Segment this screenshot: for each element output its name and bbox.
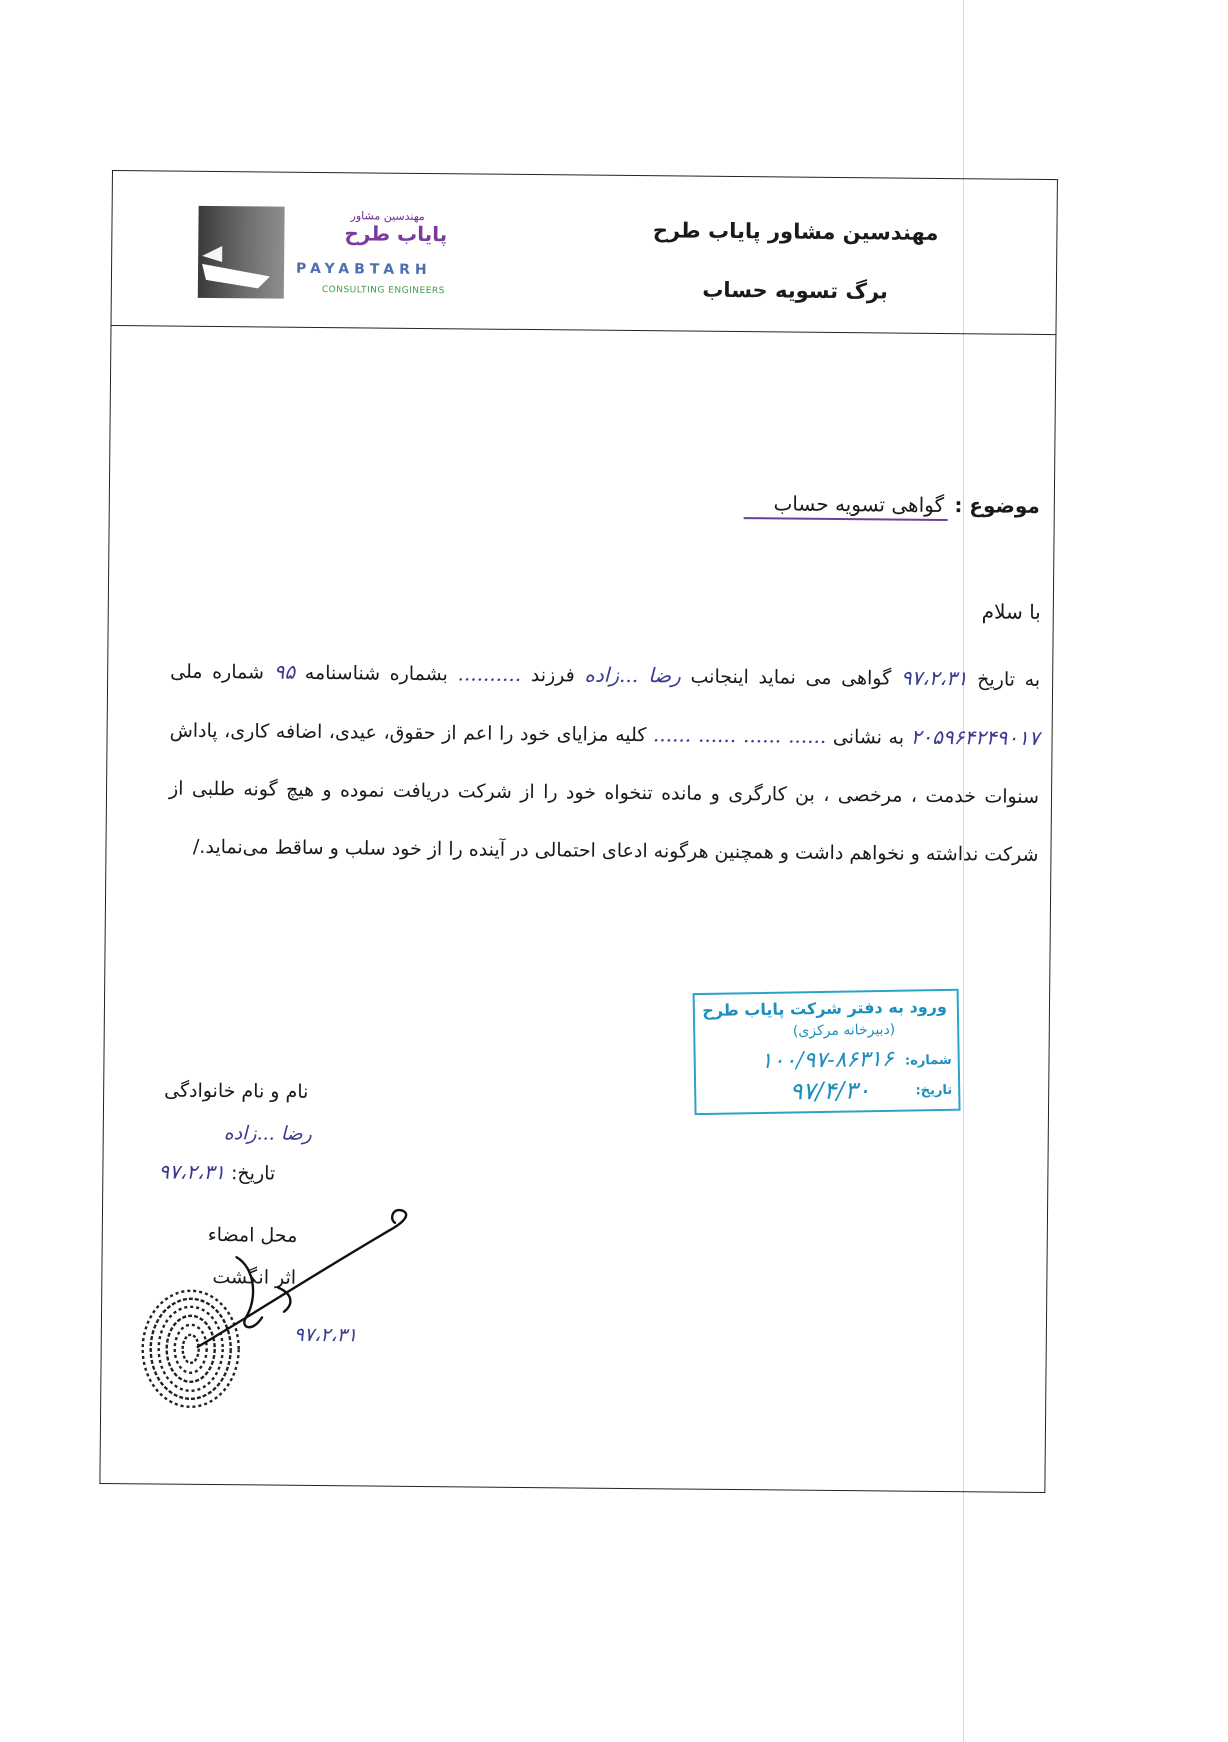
date-row [158, 1159, 275, 1184]
logo-name-persian: پایاب طرح [344, 221, 448, 247]
logo-name-english: PAYABTARH [295, 260, 432, 279]
form-title: برگ تسویه حساب [702, 277, 888, 304]
logo-subtitle-persian: مهندسین مشاور [350, 209, 425, 224]
certificate-body [168, 642, 1040, 884]
stamp-number-label: شماره: [904, 1052, 952, 1069]
stamp-date: ۹۷/۴/۳۰ [789, 1076, 871, 1106]
filled-father-name: .......... [457, 661, 522, 686]
filled-id-number: ۹۵ [273, 659, 296, 684]
filled-date: ۹۷،۲،۳۱ [900, 665, 968, 691]
body-text-date-intro: به تاریخ [977, 668, 1041, 691]
stamp-subtitle: (دبیرخانه مرکزی) [792, 1021, 896, 1040]
date-label: تاریخ: [230, 1162, 276, 1185]
body-text-child-of: فرزند [530, 664, 575, 687]
form-header [112, 171, 1057, 335]
filled-national-id: ۲۰۵۹۶۴۲۴۹۰۱۷ [910, 724, 1040, 750]
body-text-national-id: شماره ملی [170, 660, 265, 684]
registration-stamp [693, 989, 961, 1115]
body-text-address: به نشانی [832, 725, 905, 749]
handwritten-date-note: ۹۷،۲،۳۱ [293, 1323, 358, 1347]
name-label: نام و نام خانوادگی [164, 1079, 309, 1103]
logo-tagline: CONSULTING ENGINEERS [321, 285, 445, 297]
salutation: با سلام [981, 599, 1041, 624]
stamp-title: ورود به دفتر شرکت پایاب طرح [702, 996, 947, 1020]
subject-text: گواهی تسویه حساب [743, 491, 948, 521]
subject-line [743, 491, 1040, 522]
stamp-date-label: تاریخ: [915, 1082, 953, 1099]
company-logo-icon [198, 206, 285, 299]
body-text-declaration: کلیه مزایای خود را اعم از حقوق، عیدی، اضافه کاری، پاداش سنوات خدمت ، مرخصی ، بن کارگری و مانده تنخواه خود را از شرکت دریافت نموده و هیچ گونه طلبی از شرکت نداشته و نخواهم داشت و همچنین هرگونه ادعای احتمالی در آینده را از خود سلب و ساقط می‌نماید./ [168, 719, 1040, 866]
company-name: مهندسین مشاور پایاب طرح [652, 218, 939, 245]
date-value: ۹۷،۲،۳۱ [158, 1159, 226, 1185]
signature-place-label: محل امضاء [207, 1223, 298, 1247]
settlement-form [99, 170, 1058, 1493]
filled-address: ...... ...... ...... ...... [652, 722, 827, 748]
subject-label: موضوع : [954, 493, 1040, 518]
name-value: رضا ...زاده [223, 1122, 313, 1145]
body-text-id-number: بشماره شناسنامه [304, 661, 448, 686]
stamp-number: ۱۰۰/۹۷-۸۶۳۱۶ [760, 1046, 894, 1074]
fingerprint-label: اثر انگشت [212, 1266, 297, 1289]
filled-employee-name: رضا ...زاده [584, 662, 682, 688]
body-text-certifies: گواهی می نماید اینجانب [690, 665, 892, 690]
